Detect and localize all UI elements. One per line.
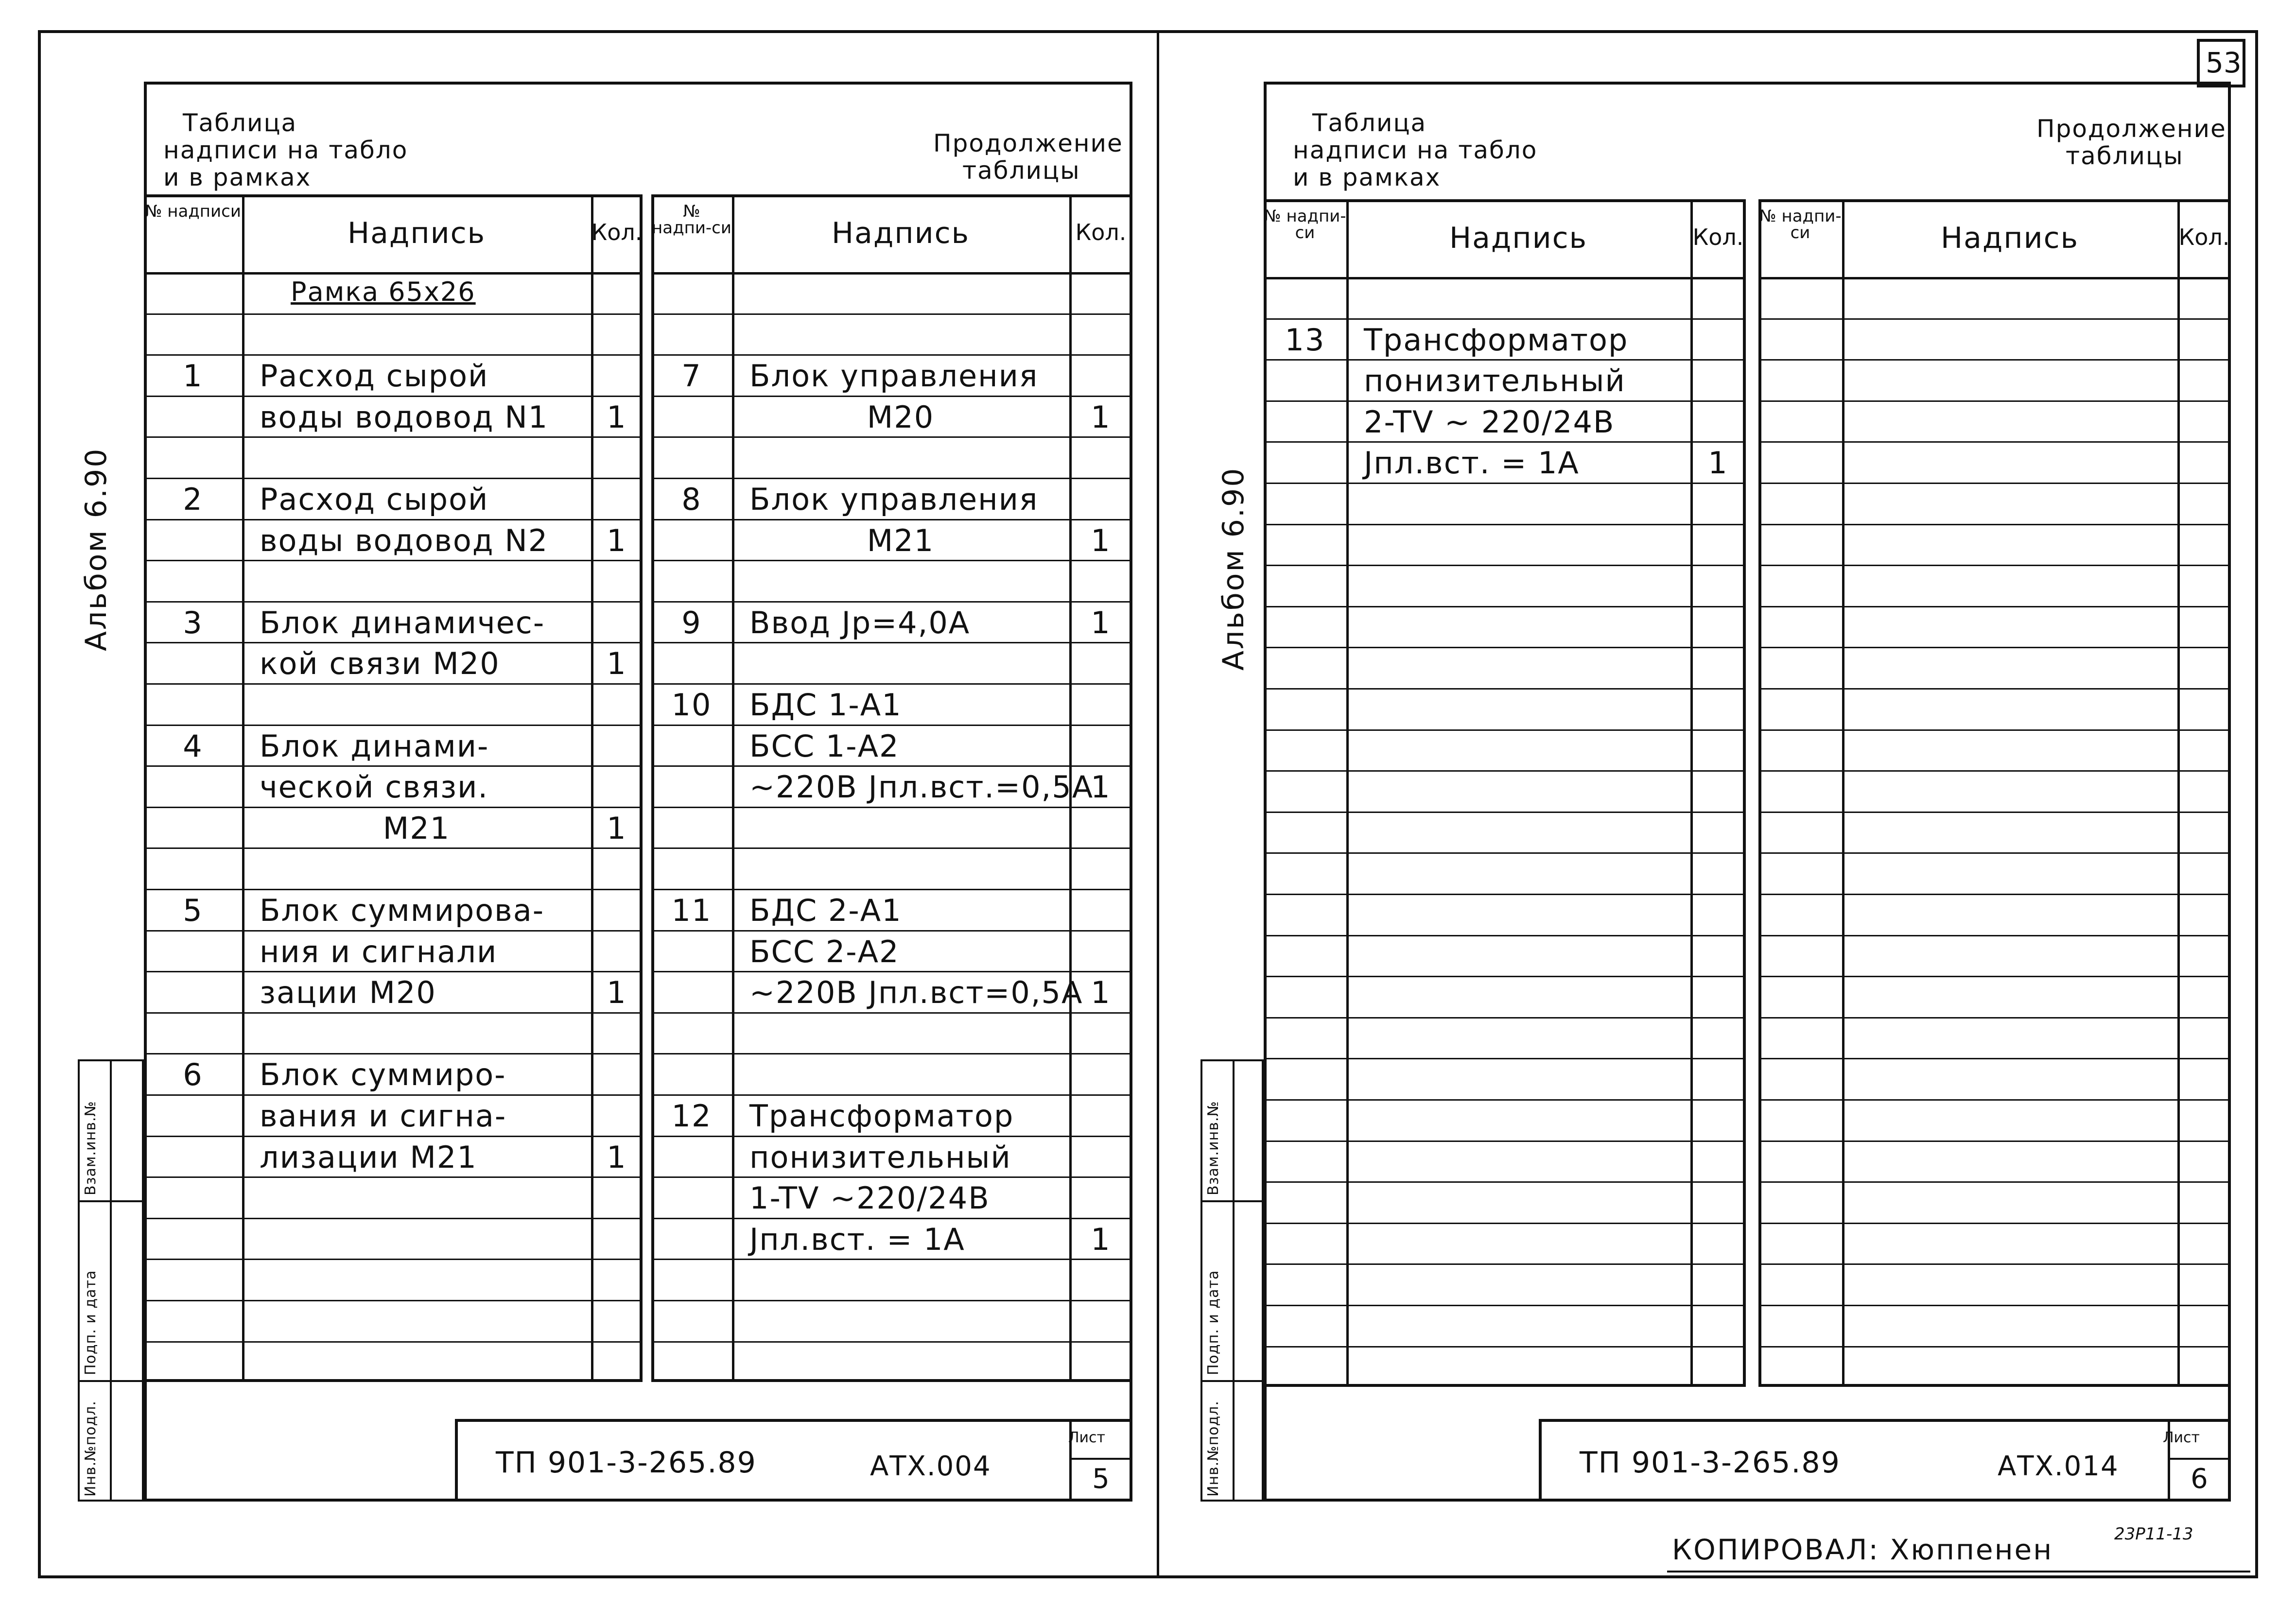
row-rule — [144, 1176, 643, 1178]
row-rule — [1758, 359, 2231, 361]
inscription-text: Ввод Jр=4,0А — [749, 605, 971, 640]
column-rule — [1346, 199, 1349, 1387]
row-rule — [1758, 935, 2231, 936]
continuation-label: таблицы — [2066, 142, 2184, 170]
column-header-qty: Кол. — [591, 219, 643, 245]
inscription-text: понизительный — [749, 1139, 1011, 1175]
table-title: надписи на табло — [163, 136, 408, 164]
row-rule — [1264, 770, 1746, 772]
column-rule — [242, 194, 244, 1382]
row-rule — [1758, 688, 2231, 690]
row-rule — [1758, 400, 2231, 402]
inscription-text: Блок суммирова- — [260, 893, 545, 928]
table-title: и в рамках — [163, 163, 312, 191]
row-rule — [1758, 1099, 2231, 1101]
row-rule — [651, 1259, 1132, 1260]
sheet-label: Лист — [1068, 1429, 1106, 1446]
row-rule — [1758, 1263, 2231, 1265]
row-rule — [144, 436, 643, 438]
inscription-number: 9 — [681, 605, 702, 640]
column-header-number: № надпи-си — [1264, 207, 1346, 242]
inscription-text: лизации М21 — [260, 1139, 477, 1175]
row-rule — [144, 847, 643, 849]
inscription-qty: 1 — [607, 1139, 627, 1175]
page-divider — [1157, 30, 1159, 1578]
row-rule — [1758, 647, 2231, 648]
row-rule — [1758, 1181, 2231, 1183]
inscription-text: М21 — [383, 810, 451, 846]
row-rule — [1758, 770, 2231, 772]
inscription-number: 2 — [183, 482, 203, 517]
row-rule — [651, 847, 1132, 849]
inscription-qty: 1 — [607, 399, 627, 435]
inscription-number: 6 — [183, 1057, 203, 1093]
row-rule — [1264, 812, 1746, 813]
column-rule — [591, 194, 593, 1382]
inscription-text: 2-TV ~ 220/24В — [1364, 404, 1615, 440]
inscription-qty: 1 — [607, 810, 627, 846]
row-rule — [144, 1218, 643, 1219]
row-rule — [144, 396, 643, 397]
album-label: Альбом 6.90 — [79, 447, 113, 651]
row-rule — [1264, 1263, 1746, 1265]
row-rule — [651, 642, 1132, 643]
sheet-code: АТХ.014 — [1998, 1451, 2119, 1482]
row-rule — [144, 519, 643, 520]
inscription-text: Расход сырой — [260, 482, 489, 517]
row-rule — [651, 1053, 1132, 1054]
row-rule — [1264, 1223, 1746, 1224]
inscription-text: Блок управления — [749, 482, 1039, 517]
inscription-text: вания и сигна- — [260, 1098, 507, 1134]
inscription-text: Блок динамичес- — [260, 605, 545, 640]
row-rule — [1758, 606, 2231, 607]
row-rule — [651, 436, 1132, 438]
title-block-rule — [1069, 1458, 1132, 1460]
row-rule — [144, 601, 643, 603]
inscription-text: воды водовод N1 — [260, 399, 549, 435]
table-title: и в рамках — [1293, 163, 1441, 191]
row-rule — [1264, 318, 1746, 320]
inscription-text: Блок управления — [749, 358, 1039, 394]
row-rule — [651, 1341, 1132, 1343]
continuation-label: Продолжение — [2036, 115, 2226, 143]
row-rule — [651, 889, 1132, 890]
row-rule — [651, 354, 1132, 356]
inscription-text: Jпл.вст. = 1А — [1364, 445, 1580, 481]
document-code: ТП 901-3-265.89 — [496, 1446, 757, 1480]
row-rule — [651, 1300, 1132, 1301]
row-rule — [651, 601, 1132, 603]
sheet-number: 6 — [2191, 1463, 2208, 1495]
row-rule — [1264, 935, 1746, 936]
inscription-text: ~220В Jпл.вст.=0,5А — [749, 769, 1094, 805]
row-rule — [651, 1176, 1132, 1178]
row-rule — [651, 971, 1132, 972]
row-rule — [144, 725, 643, 726]
inscription-text: БДС 1-А1 — [749, 687, 902, 723]
column-header-qty: Кол. — [1692, 224, 1744, 250]
row-rule — [144, 889, 643, 890]
row-rule — [1264, 688, 1746, 690]
row-rule — [1264, 1017, 1746, 1019]
row-rule — [1758, 976, 2231, 977]
table-title: Таблица — [183, 109, 297, 137]
inscription-qty: 1 — [607, 522, 627, 558]
album-label: Альбом 6.90 — [1217, 467, 1251, 671]
inscription-text: Рамка 65х26 — [291, 276, 476, 307]
row-rule — [651, 560, 1132, 561]
inscription-text: Трансформатор — [1364, 322, 1629, 358]
column-header-qty: Кол. — [1075, 219, 1127, 245]
row-rule — [144, 1259, 643, 1260]
row-rule — [651, 478, 1132, 479]
row-rule — [144, 354, 643, 356]
inscription-qty: 1 — [607, 646, 627, 682]
row-rule — [144, 560, 643, 561]
row-rule — [1264, 1140, 1746, 1142]
row-rule — [1758, 483, 2231, 484]
row-rule — [144, 1300, 643, 1301]
column-header-number: № надпи-си — [1759, 207, 1842, 242]
sheet-number: 5 — [1092, 1463, 1110, 1495]
row-rule — [1758, 441, 2231, 443]
copied-by-underline — [1667, 1571, 2250, 1572]
inscription-text: Расход сырой — [260, 358, 489, 394]
copied-by: КОПИРОВАЛ: Хюппенен — [1672, 1533, 2053, 1566]
inscription-number: 8 — [681, 482, 702, 517]
row-rule — [1264, 565, 1746, 566]
row-rule — [1264, 647, 1746, 648]
column-header-qty: Кол. — [2178, 224, 2230, 250]
inscription-text: ~220В Jпл.вст=0,5А — [749, 975, 1083, 1011]
row-rule — [1264, 441, 1746, 443]
row-rule — [1758, 894, 2231, 895]
inscription-qty: 1 — [1708, 445, 1728, 481]
inscription-qty: 1 — [1091, 605, 1111, 640]
row-rule — [144, 1012, 643, 1014]
side-stamp-label: Инв.№подл. — [82, 1400, 99, 1497]
row-rule — [1758, 1305, 2231, 1306]
row-rule — [651, 765, 1132, 767]
inscription-qty: 1 — [607, 975, 627, 1011]
row-rule — [1264, 729, 1746, 731]
inscription-number: 11 — [671, 893, 712, 928]
column-header-text: Надпись — [1449, 221, 1587, 255]
inscription-number: 3 — [183, 605, 203, 640]
row-rule — [144, 1341, 643, 1343]
row-rule — [651, 313, 1132, 315]
continuation-label: Продолжение — [933, 129, 1123, 157]
row-rule — [1758, 729, 2231, 731]
row-rule — [651, 1094, 1132, 1096]
column-rule — [1690, 199, 1693, 1387]
row-rule — [651, 683, 1132, 685]
right-table-frame — [1758, 199, 2231, 1387]
inscription-qty: 1 — [1091, 769, 1111, 805]
column-rule — [2177, 199, 2180, 1387]
inscription-text: М21 — [867, 522, 935, 558]
inscription-text: ния и сигнали — [260, 933, 498, 969]
inscription-text: Jпл.вст. = 1А — [749, 1221, 965, 1257]
row-rule — [144, 930, 643, 932]
row-rule — [144, 313, 643, 315]
document-code: ТП 901-3-265.89 — [1580, 1446, 1841, 1480]
inscription-text: БСС 2-А2 — [749, 933, 900, 969]
row-rule — [1758, 1058, 2231, 1059]
table-title: Таблица — [1312, 109, 1427, 137]
header-rule — [1758, 277, 2231, 279]
inscription-text: БСС 1-А2 — [749, 728, 900, 764]
row-rule — [1264, 976, 1746, 977]
row-rule — [651, 396, 1132, 397]
inscription-number: 1 — [183, 358, 203, 394]
inscription-text: 1-TV ~220/24В — [749, 1180, 990, 1216]
row-rule — [1758, 1017, 2231, 1019]
row-rule — [1758, 565, 2231, 566]
column-header-number: № надпи-си — [652, 202, 731, 238]
side-stamp-label: Взам.инв.№ — [82, 1101, 99, 1195]
row-rule — [144, 478, 643, 479]
row-rule — [651, 519, 1132, 520]
side-stamp-divider — [1233, 1059, 1235, 1502]
row-rule — [1758, 524, 2231, 525]
row-rule — [1264, 852, 1746, 854]
header-rule — [1264, 277, 1746, 279]
row-rule — [651, 1136, 1132, 1137]
continuation-label: таблицы — [962, 156, 1080, 185]
row-rule — [1758, 1140, 2231, 1142]
inscription-text: понизительный — [1364, 363, 1626, 399]
inscription-number: 13 — [1285, 322, 1325, 358]
inscription-number: 10 — [671, 687, 712, 723]
side-stamp-divider — [110, 1059, 112, 1502]
column-rule — [732, 194, 734, 1382]
column-rule — [1842, 199, 1844, 1387]
inscription-number: 5 — [183, 893, 203, 928]
header-rule — [144, 272, 643, 275]
row-rule — [144, 683, 643, 685]
column-header-text: Надпись — [348, 216, 486, 250]
sheet-code: АТХ.004 — [870, 1451, 991, 1482]
row-rule — [144, 1136, 643, 1137]
row-rule — [1758, 812, 2231, 813]
row-rule — [1758, 852, 2231, 854]
side-stamp-label: Инв.№подл. — [1205, 1400, 1222, 1497]
inscription-qty: 1 — [1091, 399, 1111, 435]
header-rule — [651, 272, 1132, 275]
inscription-qty: 1 — [1091, 1221, 1111, 1257]
sheet-label: Лист — [2163, 1429, 2200, 1446]
side-stamp-label: Взам.инв.№ — [1205, 1101, 1222, 1195]
row-rule — [1264, 400, 1746, 402]
row-rule — [1264, 1058, 1746, 1059]
inscription-text: М20 — [867, 399, 935, 435]
row-rule — [651, 725, 1132, 726]
row-rule — [1264, 359, 1746, 361]
inscription-number: 12 — [671, 1098, 712, 1134]
row-rule — [144, 642, 643, 643]
row-rule — [651, 1218, 1132, 1219]
row-rule — [144, 1094, 643, 1096]
inscription-number: 4 — [183, 728, 203, 764]
table-title: надписи на табло — [1293, 136, 1538, 164]
inscription-qty: 1 — [1091, 975, 1111, 1011]
inscription-qty: 1 — [1091, 522, 1111, 558]
row-rule — [1264, 1181, 1746, 1183]
row-rule — [1264, 524, 1746, 525]
column-header-text: Надпись — [1941, 221, 2079, 255]
side-stamp-label: Подп. и дата — [1205, 1270, 1222, 1375]
row-rule — [651, 930, 1132, 932]
title-block-rule — [2168, 1458, 2231, 1460]
inscription-text: БДС 2-А1 — [749, 893, 902, 928]
inscription-text: Блок динами- — [260, 728, 489, 764]
row-rule — [1758, 1346, 2231, 1348]
inscription-text: Трансформатор — [749, 1098, 1014, 1134]
side-stamp-divider — [1200, 1200, 1264, 1202]
row-rule — [144, 971, 643, 972]
inscription-text: Блок суммиро- — [260, 1057, 506, 1093]
row-rule — [1264, 1346, 1746, 1348]
column-header-number: № надписи — [145, 202, 241, 221]
row-rule — [1264, 483, 1746, 484]
column-header-text: Надпись — [832, 216, 970, 250]
row-rule — [1758, 1223, 2231, 1224]
side-stamp-label: Подп. и дата — [82, 1270, 99, 1375]
row-rule — [1758, 318, 2231, 320]
inscription-text: воды водовод N2 — [260, 522, 549, 558]
row-rule — [651, 1012, 1132, 1014]
row-rule — [651, 807, 1132, 808]
row-rule — [1264, 1305, 1746, 1306]
row-rule — [1264, 894, 1746, 895]
page-number: 53 — [2206, 46, 2242, 79]
row-rule — [1264, 606, 1746, 607]
inscription-text: кой связи М20 — [260, 646, 500, 682]
inscription-text: зации М20 — [260, 975, 436, 1011]
row-rule — [144, 765, 643, 767]
row-rule — [144, 807, 643, 808]
corner-note: 23Р11-13 — [2114, 1524, 2193, 1544]
inscription-number: 7 — [681, 358, 702, 394]
inscription-text: ческой связи. — [260, 769, 489, 805]
row-rule — [1264, 1099, 1746, 1101]
side-stamp-divider — [1200, 1380, 1264, 1382]
row-rule — [144, 1053, 643, 1054]
